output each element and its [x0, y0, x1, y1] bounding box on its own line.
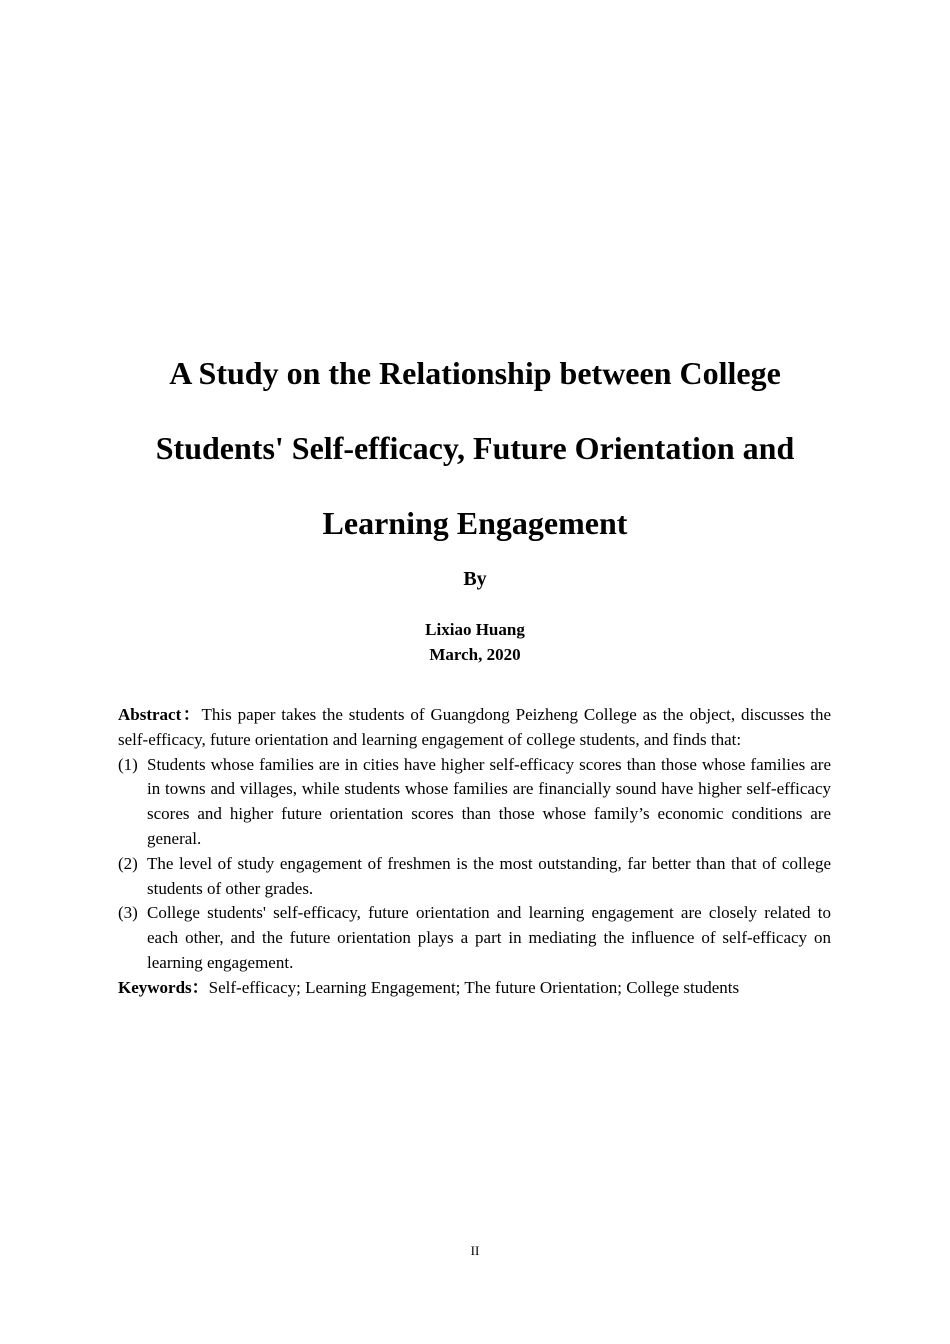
findings-list — [118, 753, 831, 976]
page-number: II — [470, 1243, 480, 1258]
finding-text: The level of study engagement of freshmen is the most outstanding, far better than that of college students of other grades. — [147, 853, 831, 898]
title-line-2: Students' Self-efficacy, Future Orientation and — [155, 430, 795, 466]
finding-item — [118, 901, 831, 975]
abstract-label: Abstract： — [118, 705, 202, 724]
title-line-3: Learning Engagement — [322, 505, 628, 541]
finding-number: (3) — [118, 903, 138, 923]
paper-title — [100, 336, 850, 561]
publication-date: March, 2020 — [429, 645, 521, 664]
finding-text: College students' self-efficacy, future orientation and learning engagement are closely related to each other, and the future orientation plays a part in mediating the influence of self-efficacy on learning engagement. — [147, 903, 831, 972]
keywords-text: Self-efficacy; Learning Engagement; The future Orientation; College students — [208, 977, 740, 997]
abstract-intro: This paper takes the students of Guangdong Peizheng College as the object, discusses the self-efficacy, future orientation and learning engagement of college students, and finds that: — [118, 705, 831, 749]
finding-number: (2) — [118, 853, 138, 873]
finding-item — [118, 753, 831, 852]
finding-number: (1) — [118, 754, 138, 774]
abstract-intro-paragraph — [118, 703, 831, 753]
by-label: By — [463, 568, 487, 590]
finding-item — [118, 852, 831, 902]
finding-text: Students whose families are in cities have higher self-efficacy scores than those whose families are in towns and villages, while students whose families are financially sound have higher self-efficacy scores and higher future orientation scores than those whose family’s economic conditions are general. — [147, 754, 831, 848]
title-line-1: A Study on the Relationship between College — [169, 355, 781, 391]
keywords-label: Keywords： — [118, 977, 209, 997]
abstract-section — [118, 703, 831, 1001]
keywords-line — [118, 976, 831, 1001]
author-name: Lixiao Huang — [425, 620, 525, 639]
